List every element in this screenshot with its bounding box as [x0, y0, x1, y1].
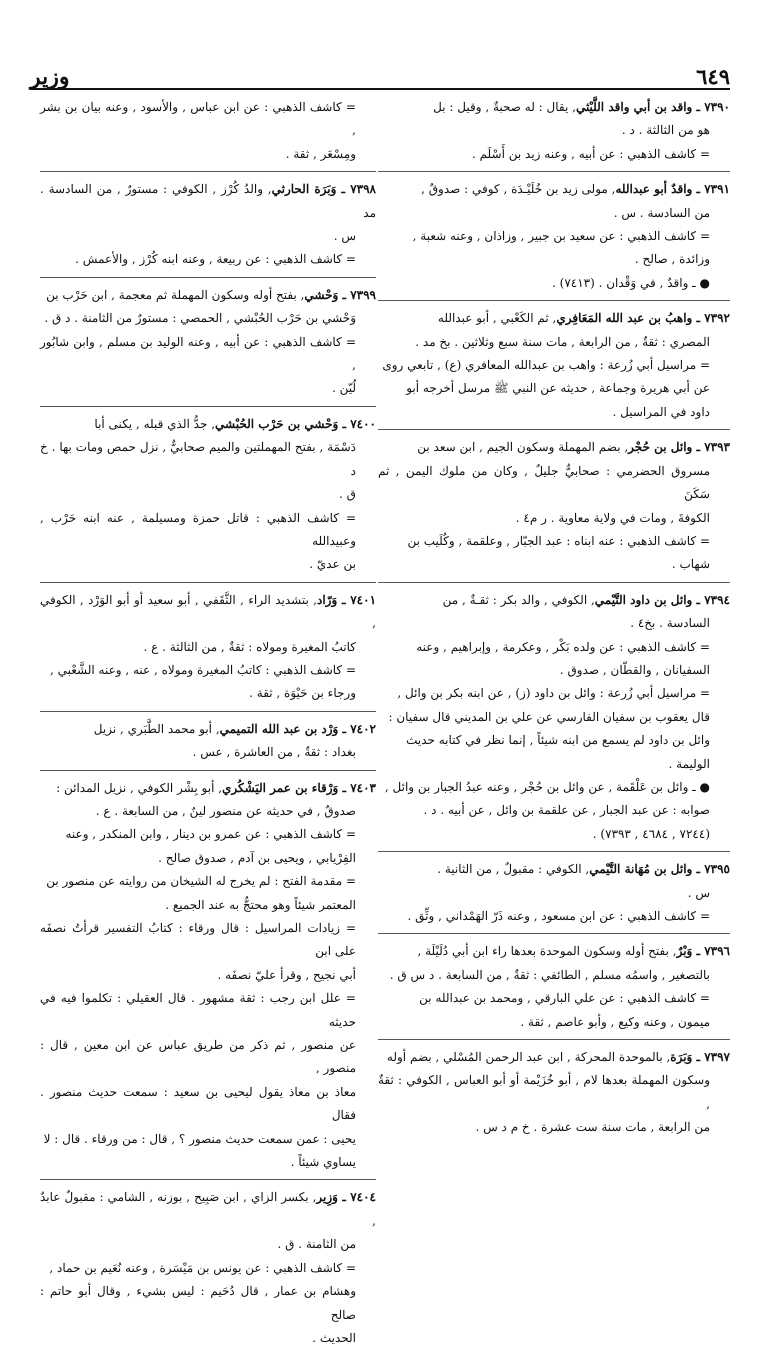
entry-line: الفِرْيابي , ويحيى بن آدم , صدوق صالح . — [158, 850, 356, 865]
entry-line: هو من الثالثة . د . — [621, 123, 710, 138]
entry-line — [378, 940, 730, 963]
entry-line: س . — [687, 885, 710, 900]
entry — [378, 589, 730, 846]
entry — [378, 940, 730, 1034]
entry-line: وزائدة , صالح . — [634, 252, 710, 267]
entry-text: , الكوفي , والد بكر : ثقـةٌ , من — [442, 592, 595, 607]
entry-line: = كاشف الذهبي : عن سعيد بن جبير , وزاذان , وعنه شعبة , — [412, 229, 710, 244]
entry-text: , مولى زيد بن خُلَيْـدَة , كوفي : صدوقٌ , — [421, 182, 616, 197]
page-header — [30, 64, 730, 88]
entry-line: داود في المراسيل . — [612, 404, 710, 419]
entry-separator — [40, 770, 376, 771]
entry-line: بن عديّ . — [309, 557, 356, 572]
entry-line: = زيادات المراسيل : قال ورقاء : كتابُ التفسير قرأتُ نصفَه على ابن — [40, 921, 356, 959]
entry-heading: ٧٤٠١ ـ وَرّاد — [317, 592, 377, 607]
left-column — [40, 96, 376, 1352]
entry-line: عن أبي هريرة وجماعة , حديثه عن النبي ﷺ مرسل أخرجه أبو — [406, 381, 710, 396]
entry-line: الكوفةَ , ومات في ولاية معاوية . ر م٤ . — [515, 510, 710, 525]
entry-heading: ٧٣٩٨ ـ وَبَرَة الحارثي — [271, 182, 376, 197]
entry — [378, 307, 730, 424]
entry-line: ميمون , وعنه وكيع , وأبو عاصم , ثقة . — [520, 1014, 710, 1029]
entry-text: , بتشديد الراء , الثَّقَفي , أبو سعيد أو أبو الوَرْد , الكوفي , — [40, 592, 376, 631]
entry-line — [378, 436, 730, 459]
running-title: وزير — [30, 64, 70, 90]
entry-line: = كاشف الذهبي : قاتل حمزة ومسيلمة , عنه ابنه حَرْب , وعبيدالله — [40, 510, 356, 548]
entry-separator — [378, 1039, 730, 1040]
entry-heading: ٧٣٩٩ ـ وَحْشي — [304, 287, 376, 302]
entry-text: , بضم المهملة وسكون الجيم , ابن سعد بن — [417, 440, 629, 455]
entry-line — [40, 413, 376, 436]
entry-heading: ٧٣٩٧ ـ وَبَرَة — [670, 1050, 730, 1065]
entry-line: الوليمة . — [668, 756, 710, 771]
entry-separator — [40, 1179, 376, 1180]
entry-heading: ٧٣٩٢ ـ واهبُ بن عبد الله المَعَافِري — [556, 311, 730, 326]
entry-line — [40, 1186, 376, 1233]
entry-text: , جدُّ الذي قبله , يكنى أبا — [94, 416, 216, 431]
entry-heading: ٧٣٩٥ ـ وائل بن مُهَانة التَّيْمي — [589, 862, 730, 877]
entry-separator — [378, 171, 730, 172]
entry-line: من السادسة . س . — [613, 205, 710, 220]
entry-line: (٧٢٤٤ , ٤٦٨٤ , ٧٣٩٣) . — [592, 826, 710, 841]
entry-text: , بالموحدة المحركة , ابن عبد الرحمن المُسْلي , بضم أوله — [386, 1050, 671, 1065]
entry-heading: ٧٣٩٦ ـ وَبْرٌ — [676, 944, 730, 959]
entry-line: دَسْمَة , بفتح المهملتين والميم صحابيٌّ , نزل حمص ومات بها . خ د — [40, 440, 356, 478]
entry-line: لُيّن . — [331, 381, 356, 396]
entry-separator — [378, 429, 730, 430]
header-rule — [30, 88, 730, 90]
entry-line — [40, 589, 376, 636]
entry-line: صدوقٌ , في حديثه عن منصور لينٌ , من السابعة . ع . — [95, 803, 356, 818]
entry-line: وهشام بن عمار , قال دُحَيم : ليس بشيء , وقال أبو حاتم : صالح — [40, 1284, 356, 1322]
entry-heading: ٧٤٠٢ ـ وَرْد بن عبد الله التميمي — [219, 721, 376, 736]
entry — [378, 96, 730, 166]
entry-heading: ٧٤٠٤ ـ وَزِير — [316, 1190, 376, 1205]
entry-line: = كاشف الذهبي : عن عمرو بن دينار , وابن المنكدر , وعنه — [65, 827, 356, 842]
entry-line: السفيانان , والقطّان , صدوق . — [559, 662, 710, 677]
entry-line: ● ـ وائل بن عَلْقَمة , عن وائل بن حُجْر , وعنه عبدُ الجبار بن وائل , — [384, 779, 710, 794]
entry-line: يساوي شيئاً . — [290, 1155, 356, 1170]
entry-line: = كاشف الذهبي : عن ربيعة , وعنه ابنه كُرْز , والأعمش . — [75, 252, 356, 267]
entry-text: , أبو بِشْر الكوفي , نزيل المدائن : — [56, 780, 223, 795]
entry-line: الحديث . — [312, 1330, 356, 1345]
entry — [40, 589, 376, 706]
entry-line: بغداد : ثقةٌ , من العاشرة , عس . — [192, 745, 356, 760]
entry-text: , بفتح أوله وسكون المهملة ثم معجمة , ابن حَرْب بن — [46, 287, 305, 302]
entry-separator — [378, 582, 730, 583]
entry-line — [378, 589, 730, 612]
entry-line: س . — [333, 229, 356, 244]
entry — [40, 1186, 376, 1350]
entry-line: مسروق الحضرمي : صحابيٌّ جليلٌ , وكان من ملوك اليمن , ثم سَكَنَ — [378, 463, 710, 502]
entry-heading: ٧٤٠٠ ـ وَحْشي بن حَرْب الحُبْشي — [215, 416, 376, 431]
entry-line: السادسة . بخ٤ . — [630, 616, 710, 631]
entry-text: , أبو محمد الطَّبَري , نزيل — [93, 721, 220, 736]
entry-separator — [378, 933, 730, 934]
entry-line: = كاشف الذهبي : عن علي البارقي , ومحمد بن عبدالله بن — [419, 991, 710, 1006]
entry-separator — [40, 406, 376, 407]
entry-heading: ٧٣٩٠ ـ واقد بن أبي واقد اللَّيْثي — [575, 100, 730, 114]
entry — [378, 1046, 730, 1140]
entry-line: المصري : ثقةٌ , من الرابعة , مات سنة سبع وثلاثين . بخ مد . — [415, 334, 710, 349]
entry-line: ق . — [339, 487, 356, 502]
entry-line: = كاشف الذهبي : عن ابن مسعود , وعنه ذَرّ الهَمْداني , وثِّق . — [407, 909, 710, 923]
entry-line — [378, 307, 730, 330]
entry-separator — [378, 300, 730, 301]
entry-line: عن منصور , ثم ذكر من طريق عباس عن ابن معين , قال : منصور , — [40, 1038, 356, 1076]
entry-heading: ٧٣٩٤ ـ وائل بن داود التَّيْمي — [594, 592, 730, 607]
entry — [378, 436, 730, 576]
entry-separator — [40, 582, 376, 583]
entry-line: = كاشف الذهبي : عن ولده بَكْر , وعكرمة , وإبراهيم , وعنه — [416, 639, 710, 654]
entry-line: بالتصغير , واسمُه مسلم , الطائفي : ثقةٌ , من السابعة . د س ق . — [389, 967, 710, 982]
right-column — [378, 96, 730, 1142]
entry-line: يحيى : عمن سمعت حديث منصور ؟ , قال : من ورقاء . قال : لا — [43, 1131, 356, 1146]
entry-text: , بكسر الزاي , ابن صَبِيح , بوزنه , الشامي : مقبولٌ عابدٌ , — [40, 1190, 376, 1228]
entry-line: المعتمر شيئاً وهو محتجٌّ به عند الجميع . — [165, 897, 356, 912]
entry-separator — [40, 277, 376, 278]
entry-line: ورجاء بن حَيْوَة , ثقة . — [249, 686, 356, 701]
entry-line: = كاشف الذهبي : كاتبُ المغيرة ومولاه , عنه , وعنه الشَّعْبي , — [49, 662, 356, 677]
entry-line — [40, 178, 376, 225]
entry — [40, 178, 376, 272]
entry-line: من الرابعة , مات سنة ست عشرة . خ م د س . — [475, 1120, 710, 1135]
entry — [40, 96, 376, 166]
entry-line: = كاشف الذهبي : عن يونس بن مَيْسَرة , وعنه نُعَيم بن حماد , — [49, 1260, 356, 1275]
entry-line: = كاشف الذهبي : عن أبيه , وعنه زيد بن أَسْلَم . — [471, 146, 710, 161]
entry-line: وَحْشي بن حَرْب الحُبْشي , الحمصي : مستورٌ من الثامنة . د ق . — [44, 311, 356, 326]
entry-text: , بفتح أوله وسكون الموحدة بعدها راء ابن أبي دُلَيْلَة , — [417, 944, 677, 959]
entry-text: , الكوفي : مقبولٌ , من الثانية . — [437, 862, 590, 877]
entry-line: = كاشف الذهبي : عن أبيه , وعنه الوليد بن مسلم , وابن شابُور , — [40, 334, 356, 373]
entry-line: قال يعقوب بن سفيان الفارسي عن علي بن المديني قال سفيان : — [388, 709, 710, 724]
entry-separator — [40, 711, 376, 712]
entry — [40, 777, 376, 1175]
entry-line: ومِسْعَر , ثقة . — [285, 146, 356, 161]
entry-heading: ٧٤٠٣ ـ وَرْقاء بن عمر اليَشْكُري — [222, 780, 376, 795]
entry-line: = مقدمة الفتح : لم يخرج له الشيخان من روايته عن منصور بن — [46, 874, 356, 889]
entry-line: = كاشف الذهبي : عنه ابناه : عبد الجبّار , وعلقمة , وكُلَيب بن — [407, 533, 710, 548]
entry-text: , يقال : له صحبةٌ , وقيل : بل — [433, 100, 576, 114]
entry — [378, 858, 730, 928]
entry-line — [378, 96, 730, 119]
entry-line: كاتبُ المغيرة ومولاه : ثقةٌ , من الثالثة . ع . — [143, 639, 356, 654]
entry-line: من الثامنة . ق . — [277, 1237, 356, 1252]
entry-line: = مراسيل أبي زُرعة : واهب بن عبدالله المعافري (ع) , تابعي روى — [382, 358, 710, 373]
entry-separator — [378, 851, 730, 852]
entry — [40, 718, 376, 765]
entry-heading: ٧٣٩٣ ـ وائل بن حُجْر — [628, 440, 730, 455]
entry — [378, 178, 730, 295]
entry-line — [40, 284, 376, 307]
entry-line — [40, 718, 376, 741]
entry-line — [378, 858, 730, 881]
entry-line — [40, 777, 376, 800]
entry-separator — [40, 171, 376, 172]
entry-line: وائل بن داود لم يسمع من ابنه شيئاً , إنما نظر في كتابه حديث — [406, 733, 710, 748]
entry-line: شهاب . — [671, 557, 710, 572]
entry-text: , ثم الكَعْبي , أبو عبدالله — [437, 311, 557, 326]
entry-line: أبي نجيح , وقرأ عليّ نصفَه . — [217, 967, 356, 982]
entry-line: = مراسيل أبي زُرعة : وائل بن داود (ز) , عن ابنه بكر بن وائل , — [397, 686, 710, 701]
entry-line — [378, 178, 730, 201]
entry-line: معاذ بن معاذ يقول ليحيى بن سعيد : سمعت حديث منصور . فقال — [40, 1084, 356, 1123]
entry-line: وسكون المهملة بعدها لام , أبو خُزَيْمة أو أبو العباس , الكوفي : ثقةٌ , — [378, 1073, 710, 1111]
entry-heading: ٧٣٩١ ـ واقدٌ أبو عبدالله — [615, 182, 730, 197]
entry-text: , والدُ كُرْز , الكوفي : مستورٌ , من السادسة . مد — [40, 182, 376, 220]
entry-line: = كاشف الذهبي : عن ابن عباس , والأسود , وعنه بيان بن بشر , — [40, 100, 356, 138]
entry-line: ● ـ واقدٌ , في وَقْدان . (٧٤١٣) . — [552, 275, 710, 290]
entry-line: صوابه : عن عبد الجبار , عن علقمة بن وائل , عن أبيه . د . — [423, 803, 710, 818]
entry — [40, 413, 376, 577]
entry-line — [378, 1046, 730, 1069]
page-number: ٦٤٩ — [696, 64, 730, 89]
entry — [40, 284, 376, 401]
entry-line: = علل ابن رجب : ثقة مشهور . قال العقيلي : تكلموا فيه في حديثه — [40, 991, 356, 1029]
